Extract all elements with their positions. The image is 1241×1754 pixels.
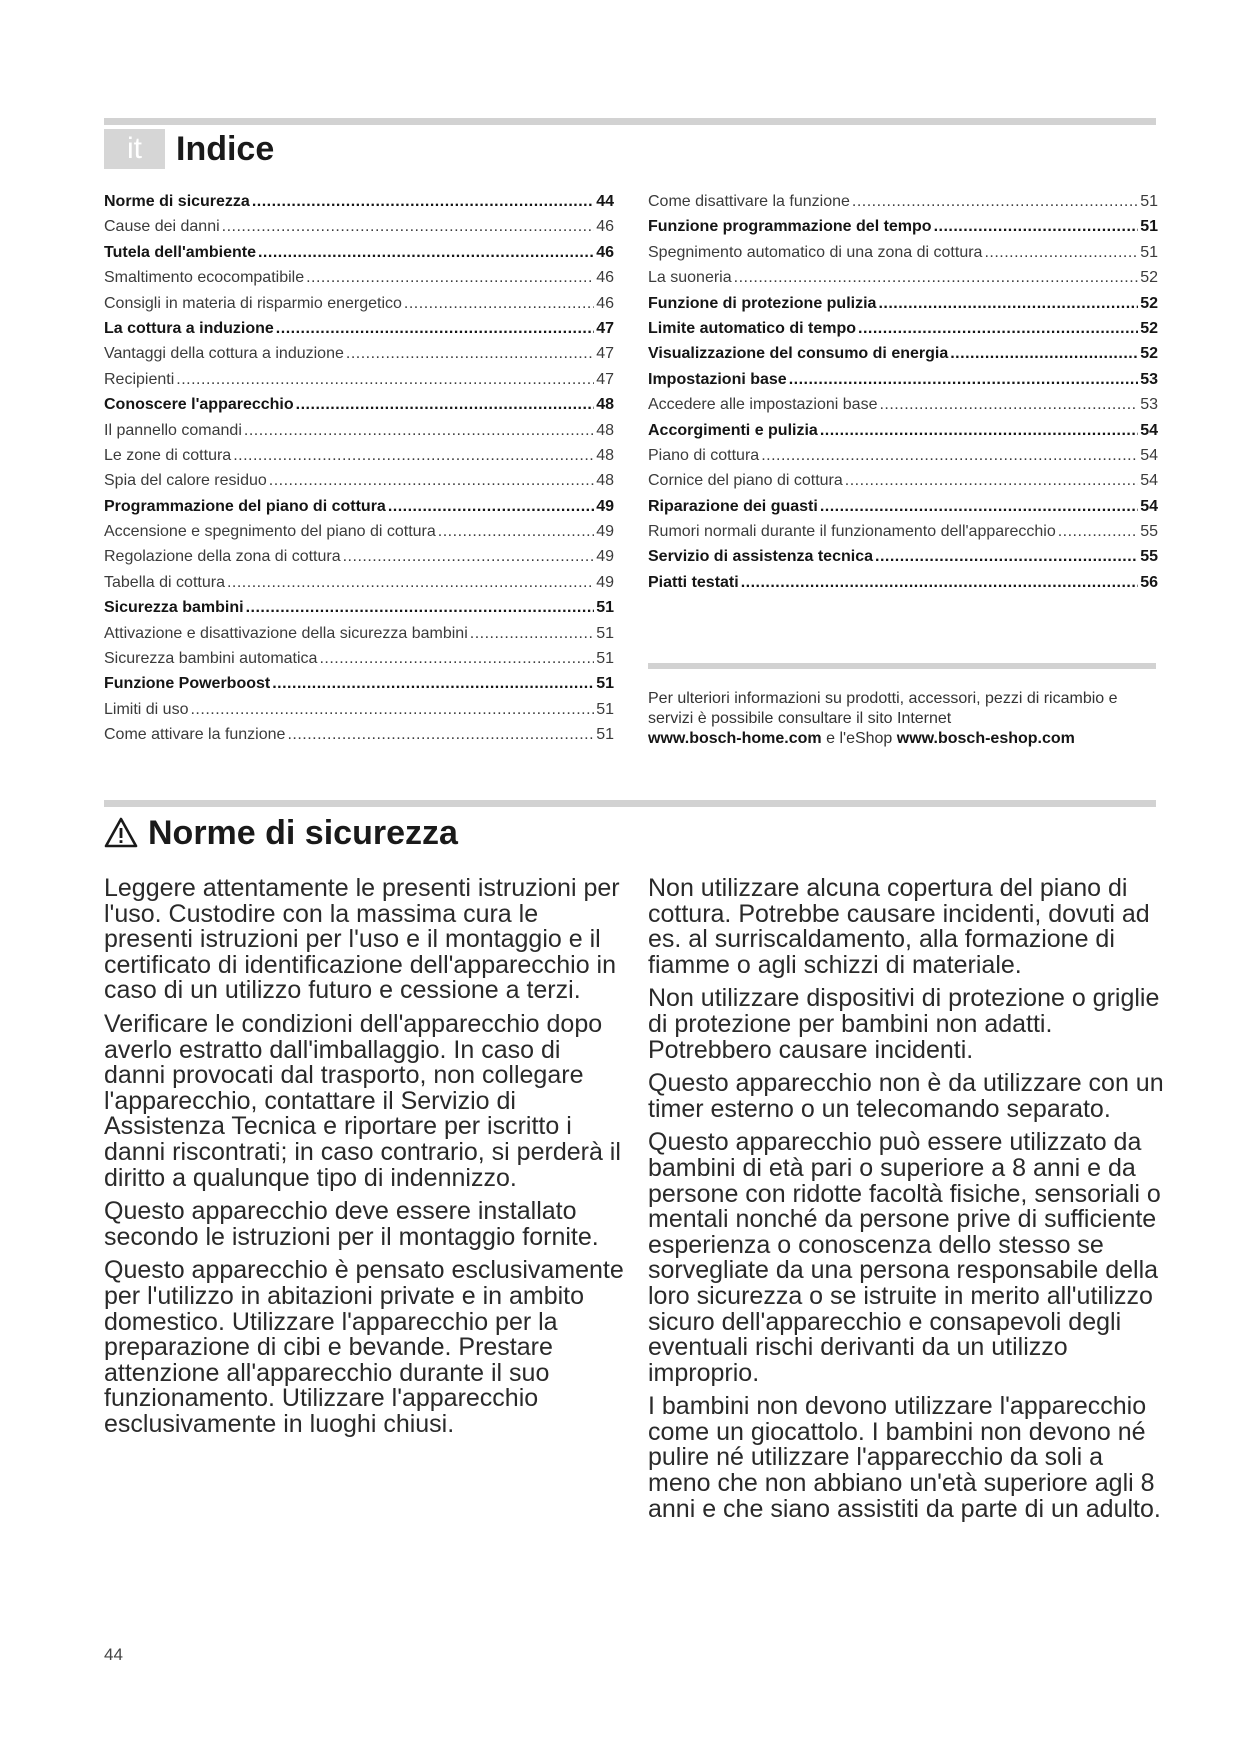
toc-leader-dots bbox=[858, 320, 1138, 338]
toc-entry[interactable] bbox=[648, 422, 1158, 447]
toc-entry-page: 55 bbox=[1140, 548, 1158, 566]
toc-entry-page: 51 bbox=[596, 726, 614, 744]
toc-entry-page: 44 bbox=[596, 193, 614, 210]
toc-leader-dots bbox=[789, 371, 1139, 389]
toc-entry-page: 48 bbox=[596, 446, 614, 464]
toc-entry[interactable] bbox=[104, 701, 614, 726]
info-divider bbox=[648, 663, 1156, 669]
page-number: 44 bbox=[104, 1645, 123, 1664]
toc-entry[interactable] bbox=[104, 244, 614, 269]
toc-entry[interactable] bbox=[648, 447, 1158, 472]
toc-entry[interactable] bbox=[104, 345, 614, 370]
safety-paragraph: Non utilizzare alcuna copertura del piano di cottura. Potrebbe causare incidenti, dovuti ad es. al surriscaldamento, alla formazione di fiamme o agli schizzi di materiale. bbox=[648, 874, 1150, 979]
toc-entry-page: 49 bbox=[596, 523, 614, 541]
toc-entry-label: Spegnimento automatico di una zona di cottura bbox=[648, 243, 983, 261]
toc-leader-dots bbox=[258, 244, 594, 262]
toc-entry-page: 46 bbox=[596, 294, 614, 312]
toc-leader-dots bbox=[470, 625, 594, 643]
toc-entry-label: Cause dei danni bbox=[104, 218, 220, 236]
toc-entry[interactable] bbox=[104, 675, 614, 700]
safety-title: Norme di sicurezza bbox=[148, 813, 458, 852]
toc-entry-label: Il pannello comandi bbox=[104, 421, 242, 439]
toc-entry[interactable] bbox=[648, 371, 1158, 396]
safety-heading bbox=[104, 805, 458, 861]
toc-entry-page: 52 bbox=[1140, 294, 1158, 312]
toc-entry-label: Come attivare la funzione bbox=[104, 726, 286, 744]
toc-entry[interactable] bbox=[648, 218, 1158, 243]
toc-leader-dots bbox=[820, 422, 1138, 440]
toc-entry-page: 52 bbox=[1140, 269, 1158, 287]
toc-entry-label: Limite automatico di tempo bbox=[648, 319, 857, 337]
toc-entry-label: Attivazione e disattivazione della sicurezza bambini bbox=[104, 624, 468, 642]
toc-leader-dots bbox=[404, 295, 594, 313]
safety-paragraph: Non utilizzare dispositivi di protezione o griglie di protezione per bambini non adatti. Potrebbero causare incidenti. bbox=[648, 984, 1160, 1064]
toc-entry[interactable] bbox=[648, 244, 1158, 269]
toc-entry-label: La cottura a induzione bbox=[104, 319, 274, 337]
toc-entry-label: Regolazione della zona di cottura bbox=[104, 548, 341, 566]
toc-entry-label: Sicurezza bambini automatica bbox=[104, 650, 318, 668]
toc-entry-page: 51 bbox=[1140, 193, 1158, 210]
toc-entry[interactable] bbox=[104, 269, 614, 294]
toc-leader-dots bbox=[287, 726, 594, 744]
toc-leader-dots bbox=[438, 523, 594, 541]
toc-entry-page: 49 bbox=[596, 573, 614, 591]
toc-leader-dots bbox=[246, 599, 595, 617]
safety-paragraph: Questo apparecchio non è da utilizzare con un timer esterno o un telecomando separato. bbox=[648, 1069, 1164, 1123]
toc-entry-page: 49 bbox=[596, 548, 614, 566]
language-tag: it bbox=[104, 129, 165, 169]
toc-entry[interactable] bbox=[104, 574, 614, 599]
toc-entry[interactable] bbox=[104, 548, 614, 573]
toc-leader-dots bbox=[878, 295, 1138, 313]
toc-entry[interactable] bbox=[648, 548, 1158, 573]
toc-entry[interactable] bbox=[104, 523, 614, 548]
toc-leader-dots bbox=[346, 345, 594, 363]
toc-entry-label: Funzione Powerboost bbox=[104, 675, 271, 693]
toc-entry[interactable] bbox=[104, 396, 614, 421]
toc-entry-label: Spia del calore residuo bbox=[104, 472, 267, 490]
toc-entry-page: 51 bbox=[1140, 243, 1158, 261]
toc-leader-dots bbox=[176, 371, 594, 389]
toc-entry[interactable] bbox=[648, 345, 1158, 370]
toc-entry[interactable] bbox=[104, 625, 614, 650]
toc-leader-dots bbox=[276, 320, 594, 338]
toc-entry-page: 51 bbox=[1140, 218, 1158, 236]
toc-entry-page: 46 bbox=[596, 218, 614, 236]
toc-entry-label: Impostazioni base bbox=[648, 370, 787, 388]
toc-entry-label: Limiti di uso bbox=[104, 700, 189, 718]
toc-entry[interactable] bbox=[104, 320, 614, 345]
toc-entry[interactable] bbox=[648, 498, 1158, 523]
toc-entry-page: 54 bbox=[1140, 497, 1158, 515]
toc-entry-page: 47 bbox=[596, 319, 614, 337]
toc-entry-page: 49 bbox=[596, 497, 614, 515]
toc-entry-page: 55 bbox=[1140, 523, 1158, 541]
toc-entry-label: Piano di cottura bbox=[648, 446, 760, 464]
toc-leader-dots bbox=[222, 218, 595, 236]
toc-leader-dots bbox=[852, 193, 1138, 211]
toc-entry-page: 48 bbox=[596, 472, 614, 490]
toc-entry[interactable] bbox=[104, 422, 614, 447]
toc-leader-dots bbox=[272, 675, 594, 693]
more-info-connector: e l'eShop bbox=[826, 730, 893, 747]
toc-entry-label: Accensione e spegnimento del piano di cottura bbox=[104, 523, 436, 541]
toc-entry[interactable] bbox=[648, 396, 1158, 421]
toc-entry-label: Accedere alle impostazioni base bbox=[648, 396, 878, 414]
site-link[interactable]: www.bosch-home.com bbox=[648, 730, 822, 747]
toc-leader-dots bbox=[343, 548, 595, 566]
toc-leader-dots bbox=[319, 650, 594, 668]
toc-entry[interactable] bbox=[104, 726, 614, 751]
toc-entry-label: Funzione programmazione del tempo bbox=[648, 218, 932, 236]
toc-leader-dots bbox=[306, 269, 594, 287]
toc-entry[interactable] bbox=[104, 447, 614, 472]
more-info-text: Per ulteriori informazioni su prodotti, accessori, pezzi di ricambio e servizi è possibile consultare il sito Internet bbox=[648, 690, 1118, 727]
toc-entry[interactable] bbox=[104, 295, 614, 320]
toc-entry[interactable] bbox=[648, 193, 1158, 218]
safety-paragraph: Questo apparecchio deve essere installato secondo le istruzioni per il montaggio fornite. bbox=[104, 1197, 599, 1251]
toc-entry-label: Sicurezza bambini bbox=[104, 599, 244, 617]
toc-entry-label: Funzione di protezione pulizia bbox=[648, 294, 877, 312]
toc-leader-dots bbox=[388, 498, 594, 516]
toc-entry[interactable] bbox=[104, 218, 614, 243]
toc-entry-page: 53 bbox=[1140, 370, 1158, 388]
toc-entry[interactable] bbox=[104, 498, 614, 523]
toc-leader-dots bbox=[734, 269, 1139, 287]
safety-paragraph: I bambini non devono utilizzare l'apparecchio come un giocattolo. I bambini non devono né pulire né utilizzare l'apparecchio da soli a meno che non abbiano un'età superiore agli 8 anni e che siano assistiti da parte di un adulto. bbox=[648, 1392, 1161, 1523]
toc-leader-dots bbox=[845, 472, 1138, 490]
toc-leader-dots bbox=[244, 422, 594, 440]
toc-entry-page: 54 bbox=[1140, 421, 1158, 439]
toc-entry-label: Vantaggi della cottura a induzione bbox=[104, 345, 344, 363]
toc-entry-page: 46 bbox=[596, 243, 614, 261]
index-title: Indice bbox=[176, 130, 275, 168]
toc-entry-label: Programmazione del piano di cottura bbox=[104, 497, 386, 515]
safety-paragraph: Verificare le condizioni dell'apparecchio dopo averlo estratto dall'imballaggio. In caso di danni provocati dal trasporto, non collegare l'apparecchio, contattare il Servizio di Assistenza Tecnica e riportare per iscritto i danni riscontrati; in caso contrario, si perderà il diritto a qualunque tipo di indennizzo. bbox=[104, 1009, 621, 1192]
toc-entry-page: 52 bbox=[1140, 319, 1158, 337]
toc-leader-dots bbox=[741, 574, 1139, 592]
toc-entry-page: 56 bbox=[1140, 573, 1158, 591]
toc-entry-label: Come disattivare la funzione bbox=[648, 193, 850, 210]
toc-entry-label: Cornice del piano di cottura bbox=[648, 472, 843, 490]
toc-entry-label: Riparazione dei guasti bbox=[648, 497, 818, 515]
toc-entry-page: 53 bbox=[1140, 396, 1158, 414]
toc-leader-dots bbox=[820, 498, 1138, 516]
toc-entry-label: Norme di sicurezza bbox=[104, 193, 250, 210]
toc-entry-label: Tabella di cottura bbox=[104, 573, 225, 591]
toc-entry-label: Servizio di assistenza tecnica bbox=[648, 548, 873, 566]
toc-entry[interactable] bbox=[648, 574, 1158, 599]
toc-entry-label: Tutela dell'ambiente bbox=[104, 243, 256, 261]
toc-entry[interactable] bbox=[648, 523, 1158, 548]
more-info-note bbox=[648, 689, 1158, 749]
safety-right-column bbox=[648, 876, 1168, 1530]
toc-entry-page: 54 bbox=[1140, 446, 1158, 464]
toc-leader-dots bbox=[269, 472, 594, 490]
toc-entry-label: La suoneria bbox=[648, 269, 732, 287]
toc-leader-dots bbox=[1058, 523, 1138, 541]
toc-entry-label: Visualizzazione del consumo di energia bbox=[648, 345, 949, 363]
toc-entry[interactable] bbox=[104, 371, 614, 396]
toc-entry[interactable] bbox=[648, 295, 1158, 320]
toc-entry-label: Conoscere l'apparecchio bbox=[104, 396, 294, 414]
toc-entry-page: 51 bbox=[596, 650, 614, 668]
eshop-link[interactable]: www.bosch-eshop.com bbox=[896, 730, 1075, 747]
toc-leader-dots bbox=[879, 396, 1138, 414]
toc-entry-label: Accorgimenti e pulizia bbox=[648, 421, 818, 439]
toc-leader-dots bbox=[227, 574, 594, 592]
toc-leader-dots bbox=[984, 244, 1138, 262]
toc-entry-label: Le zone di cottura bbox=[104, 446, 232, 464]
toc-entry[interactable] bbox=[648, 320, 1158, 345]
toc-entry-label: Smaltimento ecocompatibile bbox=[104, 269, 305, 287]
toc-leader-dots bbox=[950, 345, 1138, 363]
toc-entry-page: 47 bbox=[596, 370, 614, 388]
toc-entry-page: 48 bbox=[596, 421, 614, 439]
toc-entry[interactable] bbox=[648, 472, 1158, 497]
safety-paragraph: Leggere attentamente le presenti istruzioni per l'uso. Custodire con la massima cura le presenti istruzioni per l'uso e il montaggio e il certificato di identificazione dell'apparecchio in caso di un utilizzo futuro e cessione a terzi. bbox=[104, 874, 620, 1005]
toc-entry-label: Consigli in materia di risparmio energetico bbox=[104, 294, 402, 312]
toc-entry-page: 52 bbox=[1140, 345, 1158, 363]
toc-leader-dots bbox=[934, 218, 1139, 236]
top-divider bbox=[104, 118, 1156, 125]
safety-paragraph: Questo apparecchio può essere utilizzato da bambini di età pari o superiore a 8 anni e da persone con ridotte facoltà fisiche, sensoriali o mentali nonché da persone prive di sufficiente esperienza o conoscenza dello stesso se sorvegliate da una persona responsabile della loro sicurezza o se istruite in merito all'utilizzo sicuro dell'apparecchio e consapevoli degli eventuali rischi derivanti da un utilizzo improprio. bbox=[648, 1128, 1161, 1387]
toc-leader-dots bbox=[296, 396, 595, 414]
toc-leader-dots bbox=[875, 548, 1138, 566]
toc-leader-dots bbox=[252, 193, 594, 211]
toc-entry-page: 48 bbox=[596, 396, 614, 414]
toc-entry-label: Recipienti bbox=[104, 370, 175, 388]
toc-entry[interactable] bbox=[648, 269, 1158, 294]
toc-leader-dots bbox=[233, 447, 594, 465]
toc-entry-page: 51 bbox=[596, 675, 614, 693]
toc-entry-page: 47 bbox=[596, 345, 614, 363]
warning-icon bbox=[104, 816, 138, 850]
safety-paragraph: Questo apparecchio è pensato esclusivamente per l'utilizzo in abitazioni private e in ambito domestico. Utilizzare l'apparecchio per la preparazione di cibi e bevande. Prestare attenzione all'apparecchio durante il suo funzionamento. Utilizzare l'apparecchio esclusivamente in luoghi chiusi. bbox=[104, 1256, 624, 1438]
toc-entry-page: 54 bbox=[1140, 472, 1158, 490]
toc-entry-page: 51 bbox=[596, 624, 614, 642]
toc-entry[interactable] bbox=[104, 599, 614, 624]
toc-entry-page: 51 bbox=[596, 599, 614, 617]
safety-left-column bbox=[104, 876, 624, 1445]
toc-entry-label: Piatti testati bbox=[648, 573, 739, 591]
toc-leader-dots bbox=[761, 447, 1138, 465]
toc-entry-page: 51 bbox=[596, 700, 614, 718]
toc-entry-page: 46 bbox=[596, 269, 614, 287]
toc-entry[interactable] bbox=[104, 193, 614, 218]
toc-entry[interactable] bbox=[104, 472, 614, 497]
toc-entry[interactable] bbox=[104, 650, 614, 675]
toc-leader-dots bbox=[190, 701, 594, 719]
toc-right-column bbox=[648, 193, 1158, 599]
toc-entry-label: Rumori normali durante il funzionamento dell'apparecchio bbox=[648, 523, 1056, 541]
toc-left-column bbox=[104, 193, 614, 752]
